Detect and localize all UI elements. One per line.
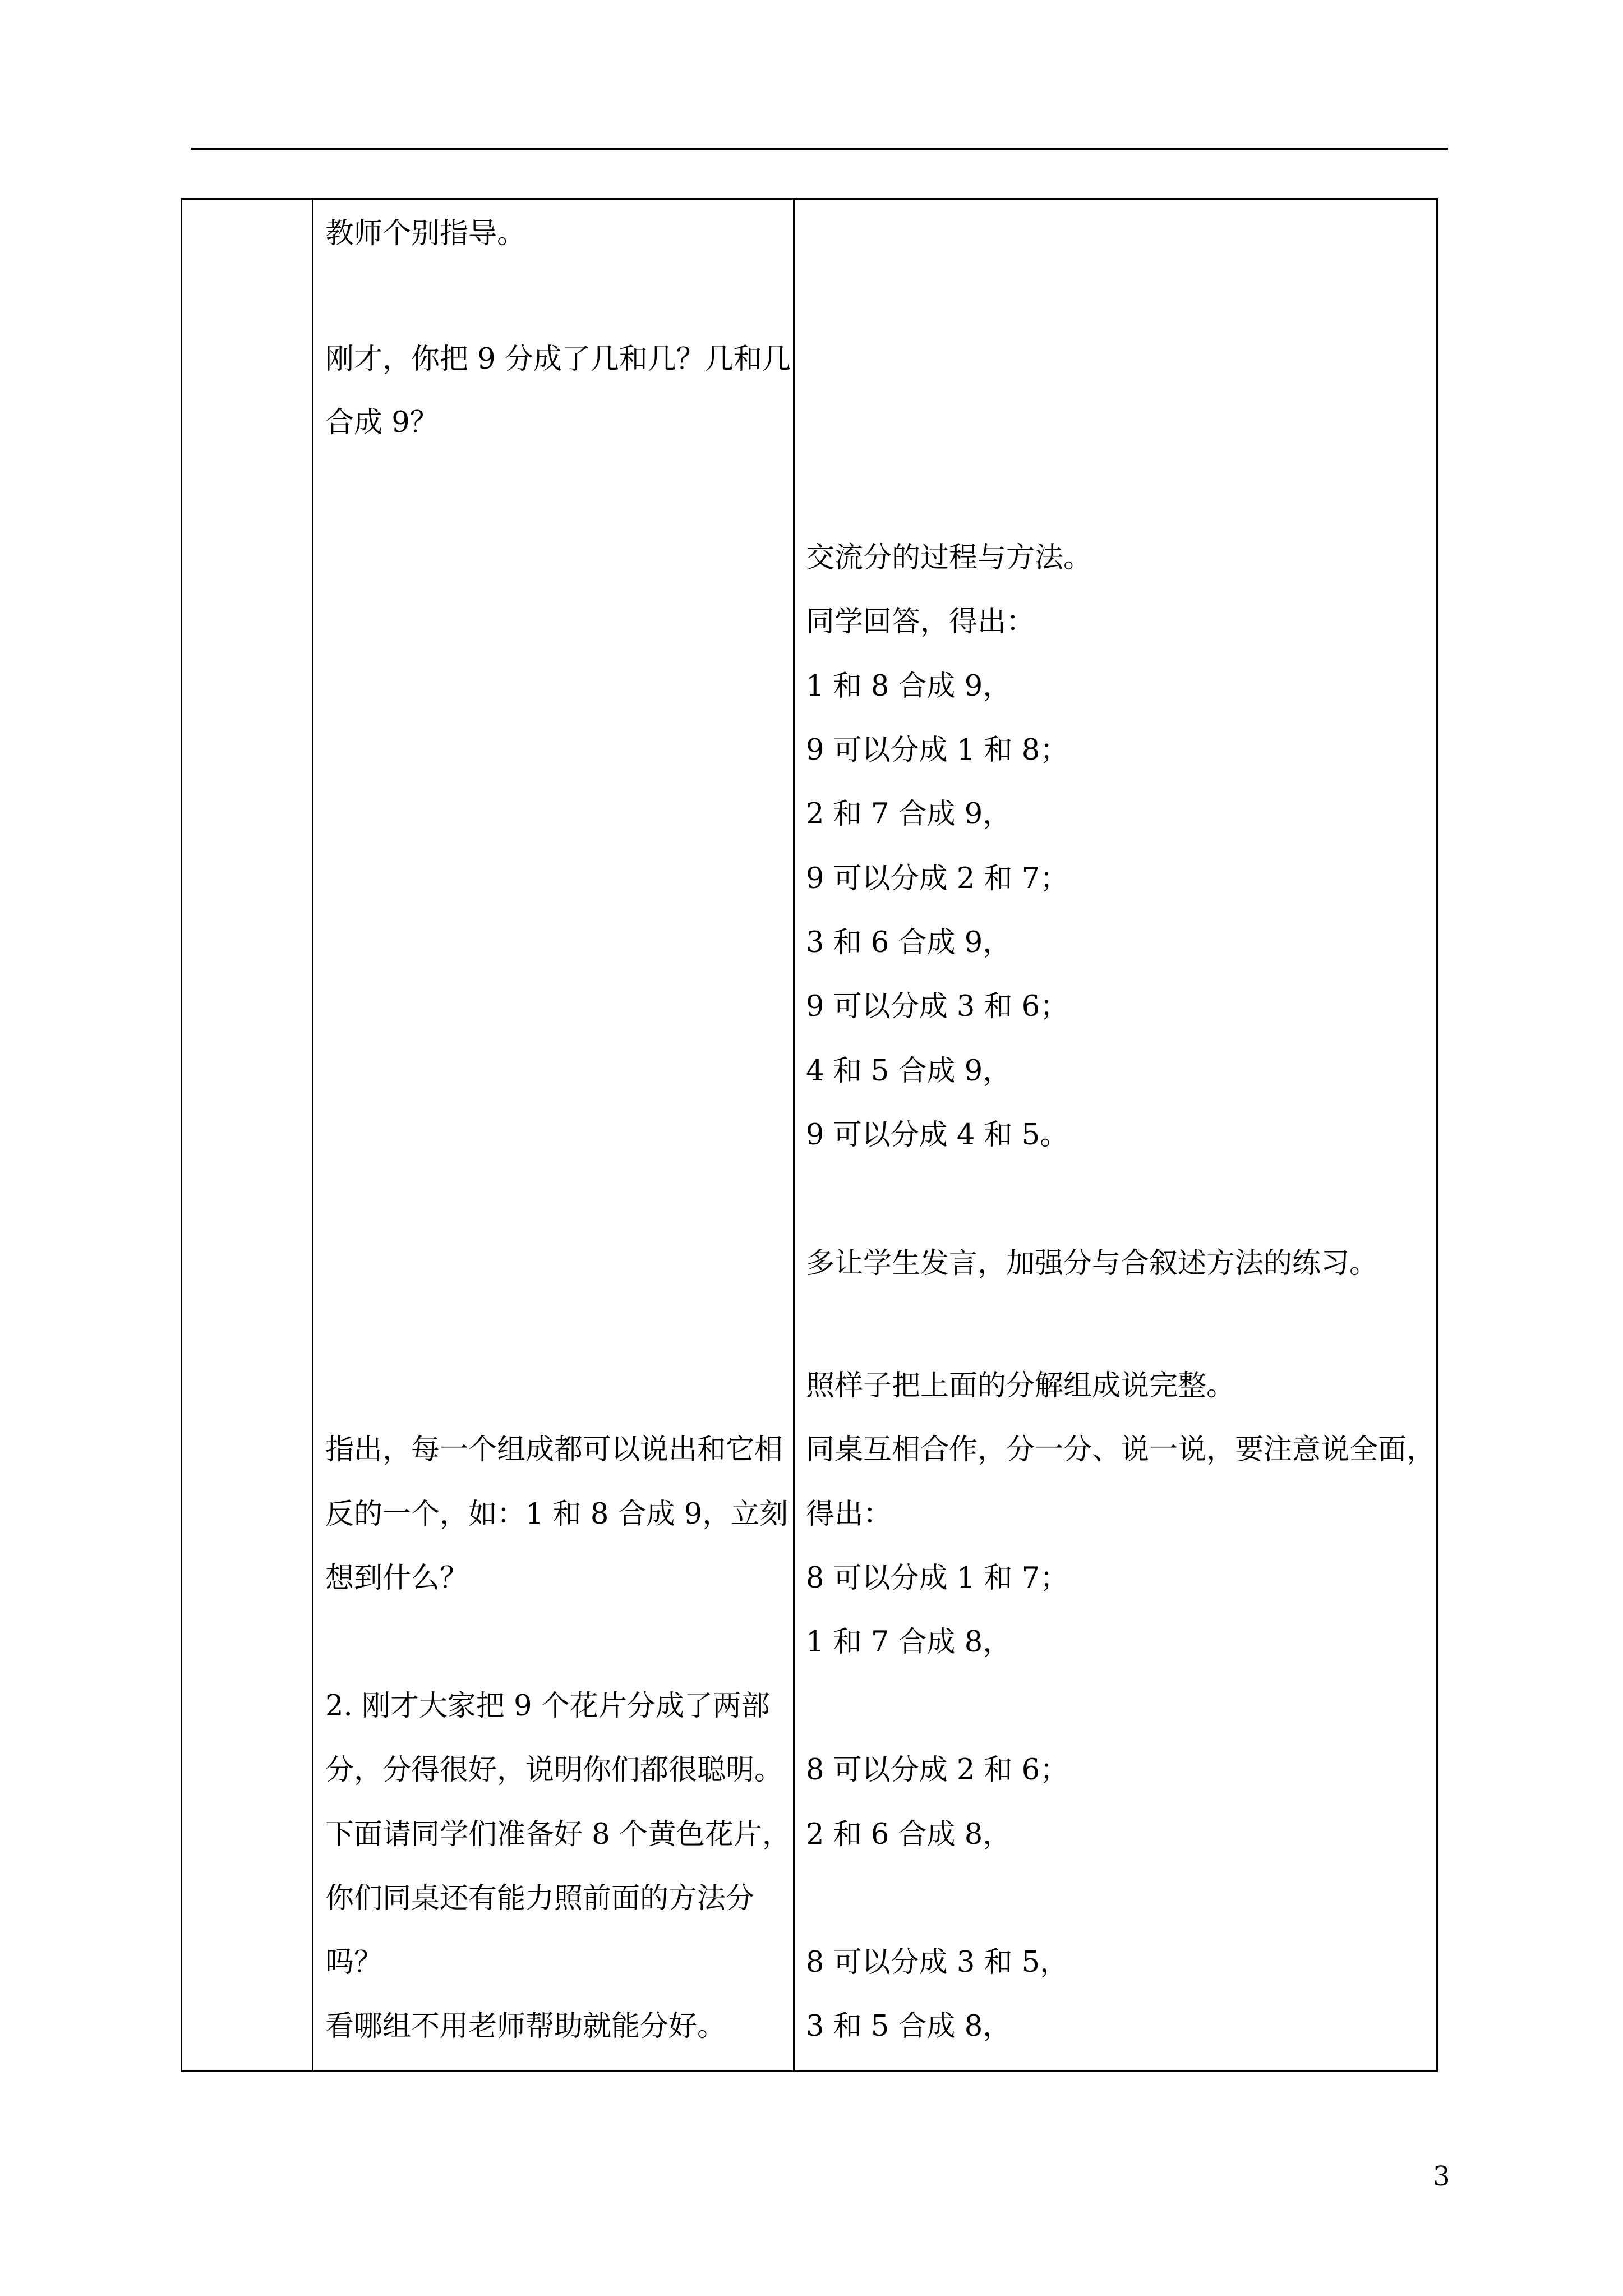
teacher-line: 下面请同学们准备好 8 个黄色花片，	[325, 1818, 791, 1851]
teacher-line: 看哪组不用老师帮助就能分好。	[325, 2010, 726, 2043]
student-line: 9 可以分成 2 和 7；	[806, 862, 1069, 895]
student-line: 2 和 6 合成 8，	[806, 1818, 1012, 1851]
student-line: 9 可以分成 1 和 8；	[806, 734, 1069, 767]
teacher-line: 吗？	[325, 1946, 383, 1979]
student-line: 多让学生发言，加强分与合叙述方法的练习。	[806, 1247, 1378, 1280]
student-line: 3 和 5 合成 8，	[806, 2010, 1012, 2043]
student-line: 1 和 7 合成 8，	[806, 1626, 1012, 1659]
student-line: 4 和 5 合成 9，	[806, 1055, 1012, 1088]
teacher-line: 刚才，你把 9 分成了几和几？几和几	[325, 343, 791, 376]
teacher-line: 合成 9？	[325, 406, 439, 439]
teacher-line: 指出，每一个组成都可以说出和它相	[325, 1433, 783, 1466]
student-line: 2 和 7 合成 9，	[806, 798, 1012, 831]
header-rule	[191, 148, 1448, 150]
teacher-line: 你们同桌还有能力照前面的方法分	[325, 1882, 755, 1915]
teacher-line: 反的一个，如：1 和 8 合成 9，立刻	[325, 1498, 789, 1531]
student-line: 同桌互相合作，分一分、说一说，要注意说全面，	[806, 1433, 1436, 1466]
student-line: 8 可以分成 3 和 5，	[806, 1946, 1069, 1979]
column-divider-2	[793, 200, 795, 2070]
student-line: 9 可以分成 3 和 6；	[806, 990, 1069, 1023]
student-line: 照样子把上面的分解组成说完整。	[806, 1369, 1235, 1402]
teacher-line: 教师个别指导。	[325, 217, 526, 250]
student-line: 8 可以分成 1 和 7；	[806, 1562, 1069, 1595]
teacher-line: 分，分得很好，说明你们都很聪明。	[325, 1754, 783, 1787]
student-line: 得出：	[806, 1498, 892, 1531]
page-number: 3	[1433, 2161, 1450, 2192]
student-line: 8 可以分成 2 和 6；	[806, 1754, 1069, 1787]
teacher-line: 想到什么？	[325, 1562, 469, 1595]
student-line: 1 和 8 合成 9，	[806, 670, 1012, 703]
student-line: 9 可以分成 4 和 5。	[806, 1119, 1069, 1152]
student-line: 交流分的过程与方法。	[806, 541, 1092, 574]
column-divider-1	[312, 200, 313, 2070]
student-line: 同学回答，得出：	[806, 605, 1035, 638]
student-line: 3 和 6 合成 9，	[806, 926, 1012, 959]
teacher-line: 2. 刚才大家把 9 个花片分成了两部	[325, 1690, 770, 1723]
